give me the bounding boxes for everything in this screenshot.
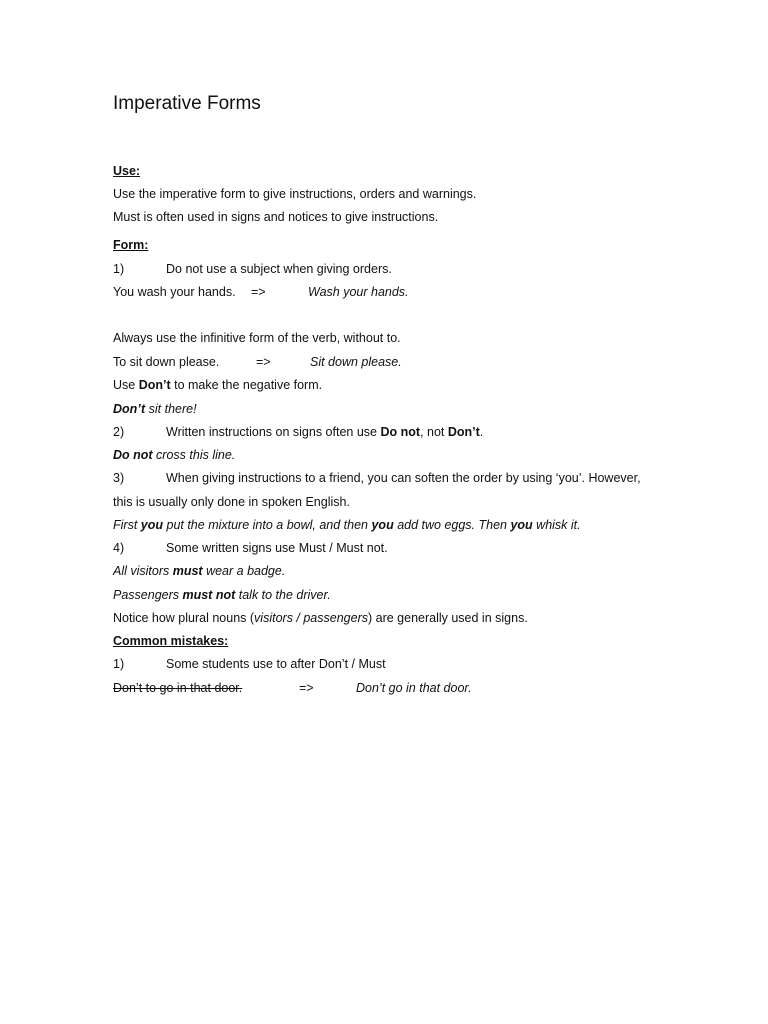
infinitive-arrow: => xyxy=(256,355,271,369)
rule-2-example: Do not cross this line. xyxy=(113,448,236,462)
use-line-1: Use the imperative form to give instructions, orders and warnings. xyxy=(113,187,477,201)
rule-4-text: Some written signs use Must / Must not. xyxy=(166,541,388,555)
infinitive-example-wrong: To sit down please. xyxy=(113,355,220,369)
rule-1-arrow: => xyxy=(251,285,266,299)
mistake-1-example-right: Don’t go in that door. xyxy=(356,681,472,695)
page-title: Imperative Forms xyxy=(113,93,261,114)
use-heading: Use: xyxy=(113,164,141,178)
infinitive-rule: Always use the infinitive form of the verb, without to. xyxy=(113,331,401,345)
form-heading: Form: xyxy=(113,238,149,252)
rule-1-text: Do not use a subject when giving orders. xyxy=(166,262,392,276)
rule-2-number: 2) xyxy=(113,425,125,439)
rule-2-text: Written instructions on signs often use Do not, not Don’t. xyxy=(166,425,484,439)
rule-4-example-1: All visitors must wear a badge. xyxy=(113,564,286,578)
mistake-1-example-wrong: Don’t to go in that door. xyxy=(113,681,243,695)
use-line-2: Must is often used in signs and notices to give instructions. xyxy=(113,210,439,224)
mistake-1-arrow: => xyxy=(299,681,314,695)
mistakes-heading: Common mistakes: xyxy=(113,634,229,648)
negative-rule: Use Don’t to make the negative form. xyxy=(113,378,323,392)
plural-nouns-note: Notice how plural nouns (visitors / passengers) are generally used in signs. xyxy=(113,611,528,625)
rule-3-text-continued: this is usually only done in spoken English. xyxy=(113,495,350,509)
rule-4-example-2: Passengers must not talk to the driver. xyxy=(113,588,331,602)
rule-3-text: When giving instructions to a friend, you can soften the order by using ‘you’. However, xyxy=(166,471,641,485)
mistake-1-number: 1) xyxy=(113,657,125,671)
rule-3-number: 3) xyxy=(113,471,125,485)
mistake-1-text: Some students use to after Don’t / Must xyxy=(166,657,386,671)
rule-1-example-wrong: You wash your hands. xyxy=(113,285,236,299)
rule-3-example: First you put the mixture into a bowl, and then you add two eggs. Then you whisk it. xyxy=(113,518,581,532)
rule-4-number: 4) xyxy=(113,541,125,555)
negative-example: Don’t sit there! xyxy=(113,402,197,416)
rule-1-number: 1) xyxy=(113,262,125,276)
rule-1-example-right: Wash your hands. xyxy=(308,285,409,299)
infinitive-example-right: Sit down please. xyxy=(310,355,402,369)
